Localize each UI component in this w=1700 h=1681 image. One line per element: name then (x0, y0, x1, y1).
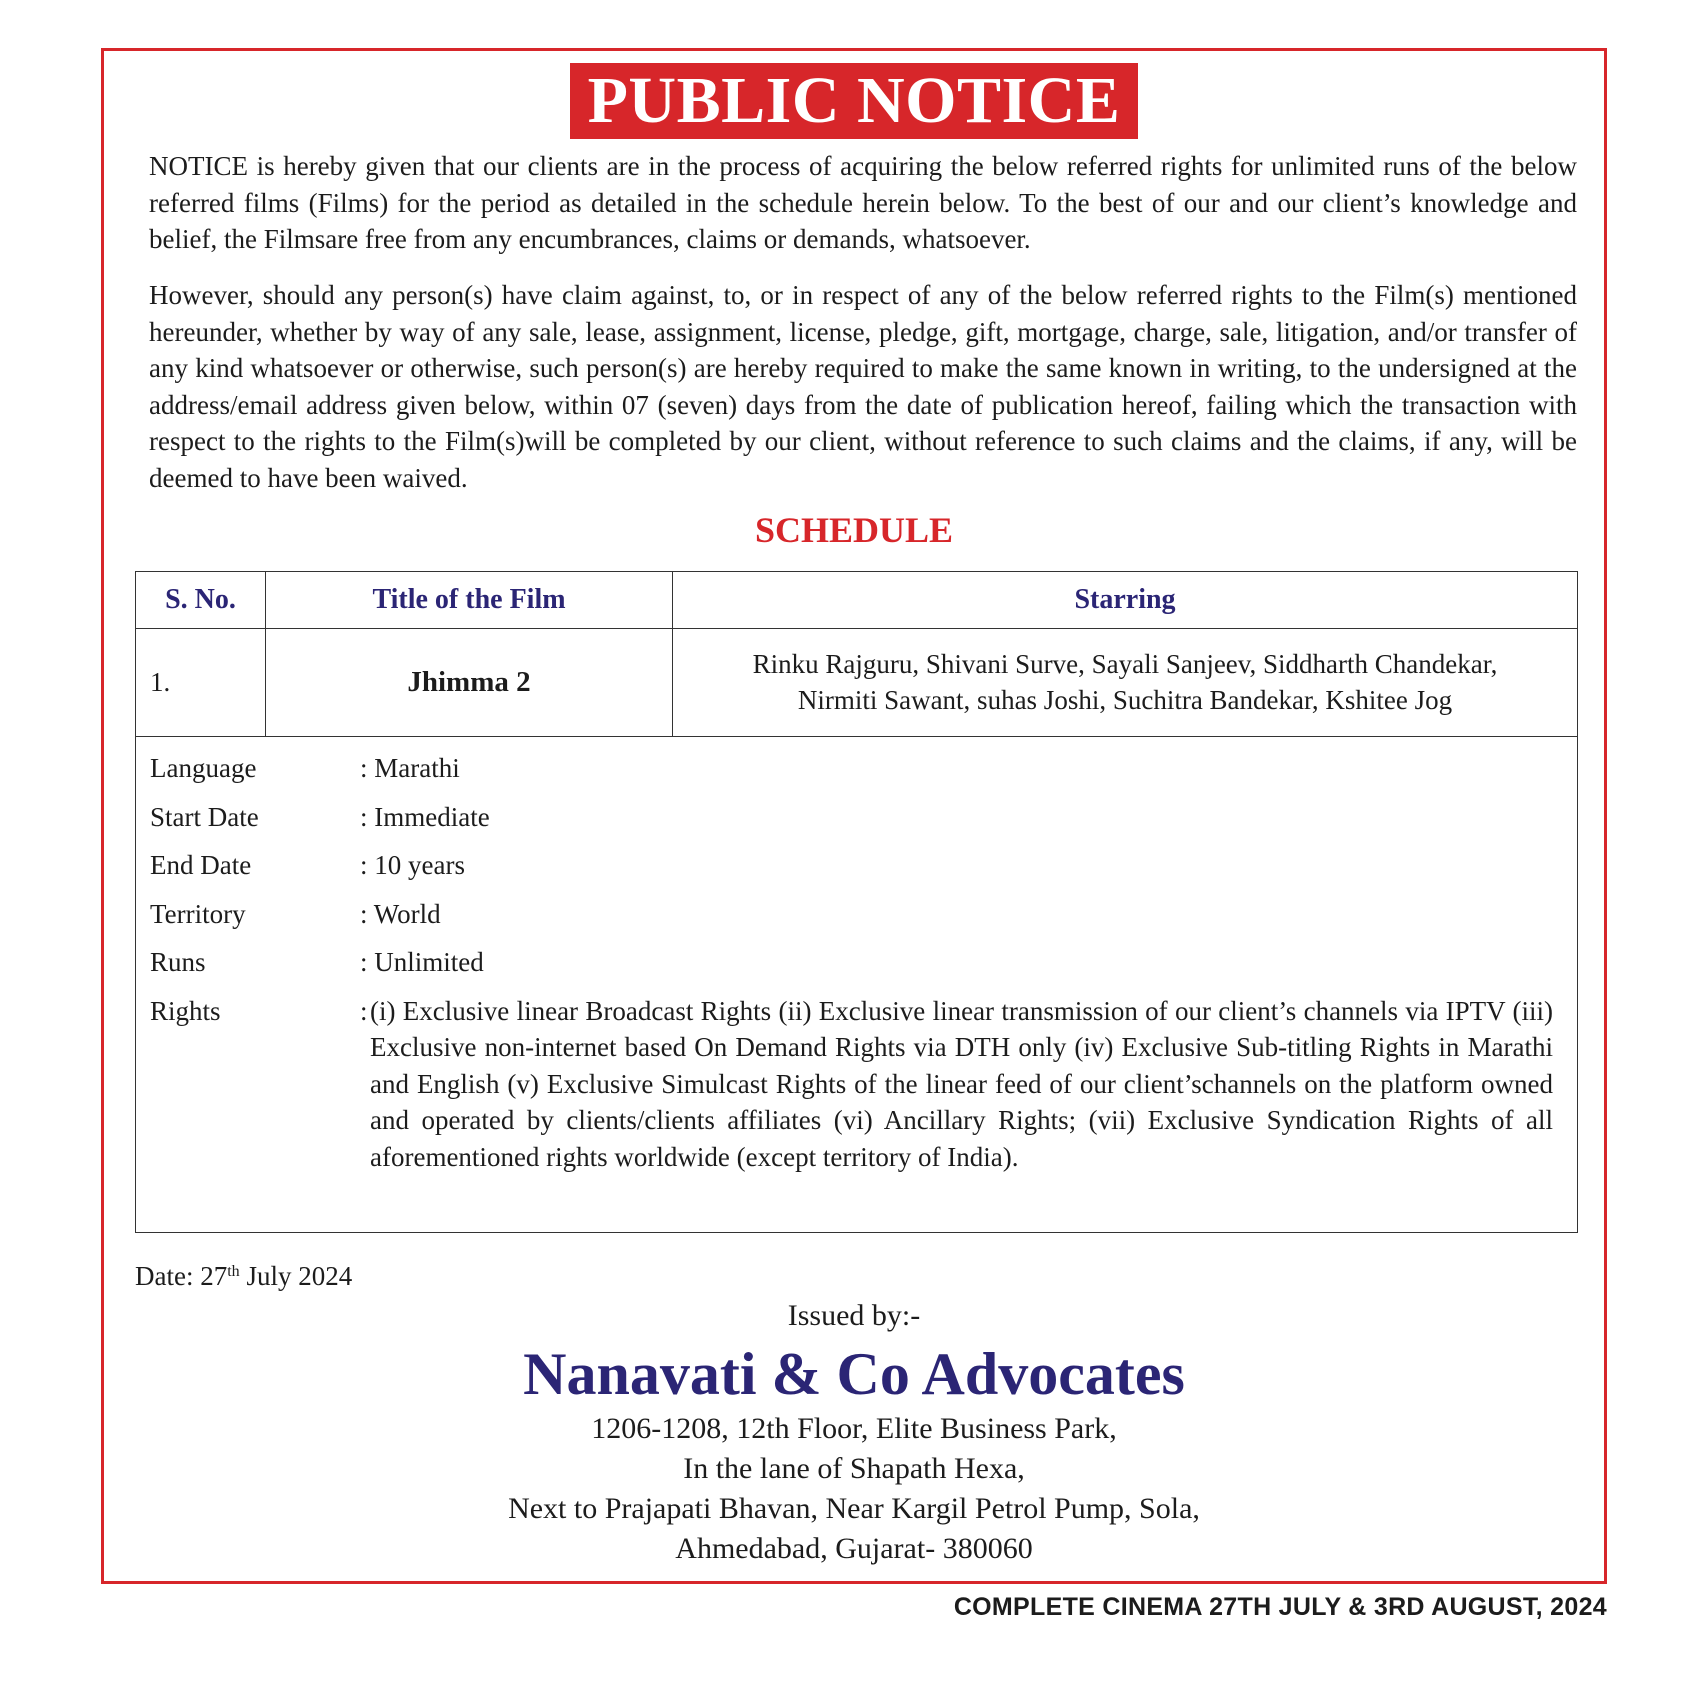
detail-end-date (150, 841, 1553, 890)
starring-line-2: Nirmiti Sawant, suhas Joshi, Suchitra Bandekar, Kshitee Jog (797, 685, 1453, 715)
schedule-table (135, 571, 1578, 1233)
detail-value: : Immediate (360, 801, 490, 832)
detail-start-date (150, 793, 1553, 842)
detail-label: End Date (150, 850, 252, 880)
notice-date (135, 1258, 352, 1294)
row-film-title: Jhimma 2 (266, 628, 673, 736)
rights-label: Rights (150, 995, 221, 1026)
address-line-2: In the lane of Shapath Hexa, (683, 1452, 1025, 1485)
detail-label: Runs (150, 947, 206, 977)
detail-rights (150, 987, 1553, 1176)
detail-label: Start Date (150, 801, 259, 832)
detail-label: Territory (150, 898, 246, 929)
header-title: Title of the Film (266, 572, 673, 628)
notice-paragraph-2: However, should any person(s) have claim against, to, or in respect of any of the below referred rights to the Film(s) mentioned hereunder, whether by way of any sale, lease, assignment, license, pledge, gift, mortgage, charge, sale, litigation, and/or transfer of any kind whatsoever or otherwise, such person(s) are hereby required to make the same known in writing, to the undersigned at the address/email address given below, within 07 (seven) days from the date of publication hereof, failing which the transaction with respect to the rights to the Film(s)will be completed by our client, without reference to such claims and the claims, if any, will be deemed to have been waived. (149, 280, 1577, 493)
address-line-4: Ahmedabad, Gujarat- 380060 (675, 1532, 1033, 1565)
rights-text: (i) Exclusive linear Broadcast Rights (ii) Exclusive linear transmission of our client’s channels via IPTV (iii) Exclusive non-internet based On Demand Rights via DTH only (iv) Exclusive Sub-titling Rights in Marathi and English (v) Exclusive Simulcast Rights of the linear feed of our client’schannels on the platform owned and operated by clients/clients affiliates (vi) Ancillary Rights; (vii) Exclusive Syndication Rights of all aforementioned rights worldwide (except territory of India). (370, 995, 1553, 1172)
date-prefix: Date: 27 (135, 1261, 228, 1291)
header-sno: S. No. (136, 572, 266, 628)
detail-runs (150, 938, 1553, 987)
rights-colon: : (360, 995, 368, 1026)
firm-name: Nanavati & Co Advocates (523, 1341, 1185, 1407)
date-sup: th (227, 1263, 240, 1280)
detail-language (150, 744, 1553, 793)
publication-footer: COMPLETE CINEMA 27TH JULY & 3RD AUGUST, 2024 (953, 1593, 1607, 1621)
notice-paragraph-1: NOTICE is hereby given that our clients are in the process of acquiring the below referred rights for unlimited runs of the below referred films (Films) for the period as detailed in the schedule herein below. To the best of our and our client’s knowledge and belief, the Filmsare free from any encumbrances, claims or demands, whatsoever. (149, 151, 1577, 254)
schedule-details (150, 744, 1553, 1175)
detail-territory (150, 890, 1553, 939)
address-line-3: Next to Prajapati Bhavan, Near Kargil Petrol Pump, Sola, (508, 1492, 1200, 1525)
row-sno: 1. (136, 628, 266, 736)
detail-label: Language (150, 753, 257, 783)
detail-value: : Unlimited (360, 947, 484, 977)
notice-frame (101, 48, 1607, 1584)
address-line-1: 1206-1208, 12th Floor, Elite Business Park, (591, 1412, 1117, 1445)
detail-value: : 10 years (360, 850, 465, 880)
detail-value: : World (360, 898, 441, 929)
header-starring: Starring (1074, 584, 1176, 615)
title-wrap (104, 63, 1604, 139)
row-starring (673, 628, 1577, 736)
table-row (136, 628, 1577, 737)
schedule-heading: SCHEDULE (754, 510, 954, 550)
notice-title: PUBLIC NOTICE (570, 63, 1139, 139)
issued-by: Issued by:- (787, 1299, 921, 1332)
detail-value: : Marathi (360, 753, 460, 783)
starring-line-1: Rinku Rajguru, Shivani Surve, Sayali Sanjeev, Siddharth Chandekar, (752, 649, 1498, 679)
date-suffix: July 2024 (239, 1261, 353, 1291)
table-header-row (136, 572, 1577, 629)
